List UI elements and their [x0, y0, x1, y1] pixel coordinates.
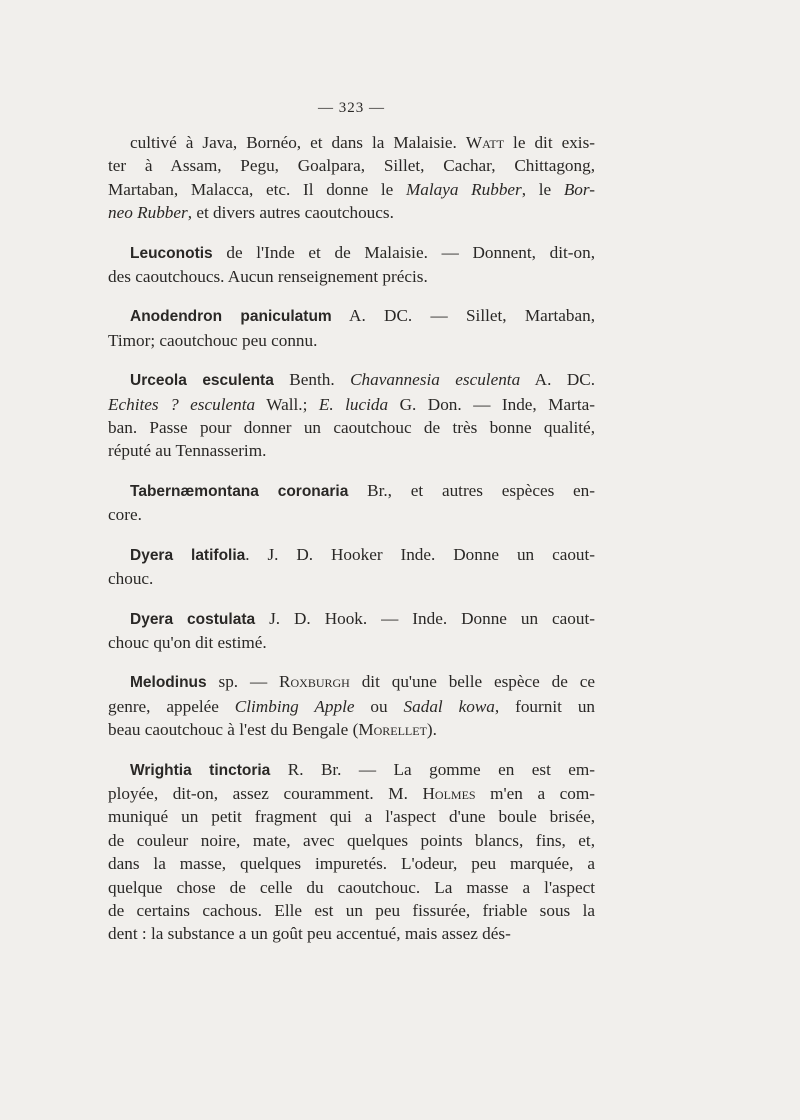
text-run: , fournit un: [494, 696, 596, 716]
text-run: R. Br. — La gomme en est em-: [270, 759, 595, 779]
text-line: [108, 631, 595, 654]
paragraph: [108, 368, 595, 463]
text-run: cultivé à Java, Bornéo, et dans la Malaisie.: [130, 133, 466, 152]
text-line: [108, 241, 595, 265]
text-line: [108, 718, 595, 741]
text-line: [108, 329, 595, 352]
author-name: Holmes: [422, 783, 476, 803]
text-line: [108, 876, 595, 899]
text-run: réputé au Tennasserim.: [108, 441, 267, 461]
text-run: le dit exis-: [504, 133, 595, 152]
text-line: [108, 782, 595, 805]
text-run: . J. D. Hooker Inde. Donne un caout-: [245, 544, 596, 564]
paragraph: [108, 304, 595, 352]
text-line: [108, 852, 595, 875]
text-run: J. D. Hook. — Inde. Donne un caout-: [255, 608, 595, 628]
text-line: [108, 304, 595, 328]
text-run: de certains cachous. Elle est un peu fissurée, friable sous la: [108, 900, 595, 920]
text-run: muniqué un petit fragment qui a l'aspect d'une boule brisée,: [108, 807, 595, 827]
text-body: [108, 131, 595, 946]
text-line: [108, 178, 595, 201]
text-run: core.: [108, 505, 142, 525]
text-line: [108, 393, 595, 416]
text-line: [108, 439, 595, 462]
text-run: , le: [521, 179, 564, 199]
text-line: [108, 201, 595, 224]
paragraph: [108, 131, 595, 225]
text-run: des caoutchoucs. Aucun renseignement précis.: [108, 267, 428, 287]
italic-term: Bor-: [563, 179, 595, 199]
species-name: Wrightia tinctoria: [130, 761, 271, 779]
species-name: Dyera costulata: [130, 610, 256, 628]
text-line: [108, 503, 595, 526]
paragraph: [108, 758, 595, 946]
species-name: Tabernæmontana coronaria: [130, 482, 349, 500]
paragraph: [108, 607, 595, 655]
text-run: ).: [426, 720, 437, 740]
text-line: [108, 479, 595, 503]
author-name: Morellet: [358, 720, 427, 740]
text-run: A. DC.: [520, 370, 596, 390]
paragraph: [108, 670, 595, 741]
paragraph: [108, 241, 595, 289]
species-name: Anodendron paniculatum: [130, 308, 332, 326]
author-name: Watt: [465, 133, 505, 152]
text-run: G. Don. — Inde, Marta-: [388, 394, 595, 414]
text-run: A. DC. — Sillet, Martaban,: [331, 306, 596, 326]
text-line: [108, 899, 595, 922]
text-line: [108, 543, 595, 567]
text-line: [108, 758, 595, 782]
text-run: sp. —: [206, 672, 280, 692]
text-run: , et divers autres caoutchoucs.: [187, 203, 394, 223]
text-line: [108, 695, 595, 718]
italic-term: Sadal kowa: [403, 696, 495, 716]
paragraph: [108, 543, 595, 591]
species-name: Leuconotis: [130, 244, 213, 262]
italic-term: Climbing Apple: [234, 696, 355, 716]
author-name: Roxburgh: [279, 672, 350, 692]
species-name: Urceola esculenta: [130, 372, 274, 390]
paragraph: [108, 479, 595, 527]
text-line: [108, 567, 595, 590]
text-run: dent : la substance a un goût peu accentué, mais assez dés-: [108, 924, 511, 944]
text-run: m'en a com-: [475, 783, 595, 803]
text-line: [108, 154, 595, 177]
text-run: Wall.;: [255, 394, 319, 414]
text-run: ou: [354, 696, 404, 716]
italic-term: E. lucida: [318, 394, 389, 414]
italic-term: Echites ? esculenta: [108, 394, 256, 414]
text-run: dans la masse, quelques impuretés. L'odeur, peu marquée, a: [108, 854, 595, 874]
text-run: Benth.: [273, 370, 351, 390]
text-run: ban. Passe pour donner un caoutchouc de très bonne qualité,: [108, 418, 595, 438]
text-run: Br., et autres espèces en-: [348, 480, 595, 500]
text-run: de l'Inde et de Malaisie. — Donnent, dit-on,: [212, 242, 595, 262]
italic-term: neo Rubber: [108, 203, 188, 223]
text-line: [108, 607, 595, 631]
text-run: chouc.: [108, 569, 154, 589]
text-run: de couleur noire, mate, avec quelques points blancs, fins, et,: [108, 830, 595, 850]
page-number: — 323 —: [318, 100, 385, 116]
text-run: genre, appelée: [108, 696, 235, 716]
text-run: chouc qu'on dit estimé.: [108, 632, 267, 652]
text-run: Timor; caoutchouc peu connu.: [108, 330, 318, 350]
text-line: [108, 131, 595, 154]
text-run: quelque chose de celle du caoutchouc. La masse a l'aspect: [108, 877, 595, 897]
text-line: [108, 922, 595, 945]
text-run: Martaban, Malacca, etc. Il donne le: [108, 179, 406, 199]
text-line: [108, 368, 595, 392]
text-line: [108, 829, 595, 852]
text-line: [108, 670, 595, 694]
text-run: beau caoutchouc à l'est du Bengale (: [108, 720, 359, 740]
text-run: ployée, dit-on, assez couramment. M.: [108, 783, 423, 803]
species-name: Dyera latifolia: [130, 546, 246, 564]
text-line: [108, 805, 595, 828]
text-run: ter à Assam, Pegu, Goalpara, Sillet, Cachar, Chittagong,: [108, 156, 595, 176]
text-line: [108, 265, 595, 288]
italic-term: Malaya Rubber: [405, 179, 522, 199]
italic-term: Chavannesia esculenta: [350, 370, 521, 390]
text-run: dit qu'une belle espèce de ce: [349, 672, 595, 692]
species-name: Melodinus: [130, 674, 207, 692]
text-line: [108, 416, 595, 439]
